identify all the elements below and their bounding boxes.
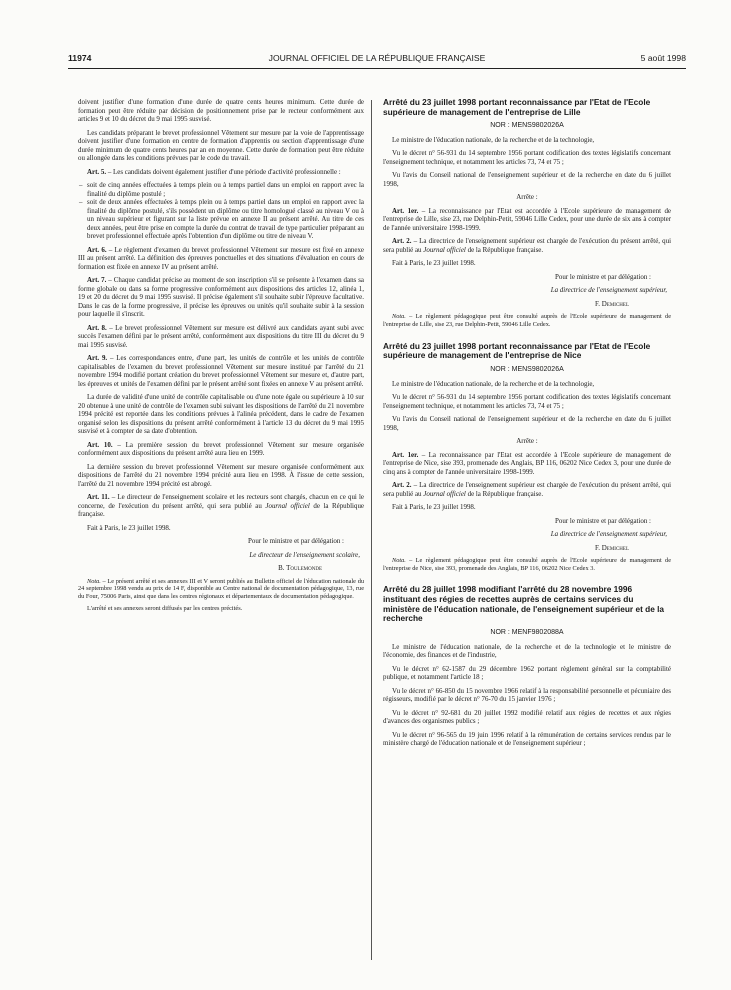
nor-reference: NOR : MENF9802088A <box>490 629 564 636</box>
signature-title: Le directeur de l'enseignement scolaire, <box>249 550 360 559</box>
left-column <box>78 98 364 968</box>
visa: Vu l'avis du Conseil national de l'enseignement supérieur et de la recherche en date du 6 juillet 1998, <box>383 415 671 432</box>
paragraph: La durée de validité d'une unité de contrôle capitalisable ou d'une note égale ou supérieure à 10 sur 20 obtenue à une unité de contrôle de l'examen subi suivant les dispositions de l'arrêté du 21 novembre 1994 précité est reportée dans les conditions prévues à l'alinéa précédent, dans le cadre de l'examen organisé selon les dispositions du présent arrêté conformément à l'article 13 du décret du 9 mai 1995 susvisé et à compter de sa date d'obtention. <box>78 393 364 435</box>
article-text: – Le directeur de l'enseignement scolaire et les recteurs sont chargés, chacun en ce qui le concerne, de l'exécution du présent arrêté, qui sera publié au <box>78 493 364 510</box>
visa: Le ministre de l'éducation nationale, de la recherche et de la technologie et le ministre de l'économie, des finances et de l'industrie, <box>383 642 671 659</box>
nota <box>383 557 671 572</box>
signature-delegation: Pour le ministre et par délégation : <box>248 537 344 545</box>
nota <box>78 578 364 601</box>
article-label: Art. 10. <box>87 440 113 449</box>
article-text: – La première session du brevet professionnel Vêtement sur mesure organisée conformément aux dispositions du présent arrêté aura lieu en 1999. <box>78 440 364 457</box>
visa: Vu l'avis du Conseil national de l'enseignement supérieur et de la recherche en date du 6 juillet 1998, <box>383 171 671 188</box>
article-label: Art. 2. <box>392 237 412 246</box>
article-text-end: de la République française. <box>78 501 364 518</box>
signatory-name: F. Demichel <box>595 299 629 308</box>
article-10 <box>78 441 364 458</box>
article-text: – La directrice de l'enseignement supérieur est chargée de l'exécution du présent arrêté, qui sera publié au <box>383 481 671 498</box>
signatory-name: F. Demichel <box>595 543 629 552</box>
article-label: Art. 1er. <box>392 206 419 215</box>
visa: Vu le décret n° 56-931 du 14 septembre 1956 portant codification des textes législatifs concernant l'enseignement technique, et notamment les articles 73, 74 et 75 ; <box>383 149 671 166</box>
page-header <box>68 53 686 69</box>
article-9 <box>78 354 364 388</box>
article-text: – Chaque candidat précise au moment de son inscription s'il se présente à l'examen dans sa forme globale ou dans sa forme progressive conformément aux dispositions des articles 12, alinéa 1, 19 et 20 du décret du 9 mai 1995 susvisé. Il précise également s'il souhaite subir l'épreuve facultative. Dans le cas de la forme progressive, il précise les épreuves ou unités qu'il souhaite subir à la session pour laquelle il s'inscrit. <box>78 276 364 318</box>
article-label: Art. 1er. <box>392 450 419 459</box>
journal-reference: Journal officiel <box>423 245 466 254</box>
signature-date: Fait à Paris, le 23 juillet 1998. <box>87 523 171 532</box>
nota-text: – Le présent arrêté et ses annexes III et V seront publiés au Bulletin officiel de l'éducation nationale du 24 septembre 1998 vendu au prix de 14 F, disponible au Centre national de documentation pédagogique, 13, rue du Four, 75006 Paris, ainsi que dans les centres régionaux et départementaux de documentation pédagogique. <box>78 577 364 600</box>
signature-delegation: Pour le ministre et par délégation : <box>555 516 651 525</box>
article-7 <box>78 276 364 319</box>
paragraph: doivent justifier d'une formation d'une durée de quatre cents heures minimum. Cette durée de formation peut être réduite par décision de positionnement prise par le recteur conformément aux articles 9 et 10 du décret du 9 mai 1995 susvisé. <box>78 98 364 123</box>
article-text: – La reconnaissance par l'Etat est accordée à l'Ecole supérieure de management de l'entreprise de Lille, sise 23, rue Delphin-Petit, 59046 Lille Cedex, pour une durée de six ans à compter de l'année universitaire 1998-1999. <box>383 206 671 232</box>
article-1 <box>383 207 671 233</box>
article-8 <box>78 324 364 350</box>
issue-date: 5 août 1998 <box>640 53 686 63</box>
list-item-text: soit de deux années effectuées à temps plein ou à temps partiel dans un emploi en rapport avec la finalité du diplôme postulé, s'ils possèdent un diplôme ou titre homologué classé au niveau V ou à un niveau supérieur et figurant sur la liste prévue en annexe II au présent arrêté. Au titre de ces deux années, peut être prise en compte la durée du contrat de travail de type particulier préparant au brevet professionnel effectuée après l'obtention d'un diplôme ou titre de niveau V. <box>87 198 364 240</box>
column-divider <box>371 100 372 960</box>
signatory-name: B. Toulemonde <box>278 564 322 572</box>
journal-reference: Journal officiel <box>423 489 466 498</box>
visa: Vu le décret n° 96-565 du 19 juin 1996 relatif à la rémunération de certains services rendus par le ministère chargé de l'éducation nationale et de l'enseignement supérieur ; <box>383 730 671 747</box>
signature-delegation: Pour le ministre et par délégation : <box>555 272 651 281</box>
nota-text: – Le règlement pédagogique peut être consulté auprès de l'Ecole supérieure de management de l'entreprise de Lille, sise 23, rue Delphin-Petit, 59046 Lille Cedex. <box>383 313 671 328</box>
article-text: – Le brevet professionnel Vêtement sur mesure est délivré aux candidats ayant subi avec succès l'examen défini par le présent arrêté, conformément aux dispositions du titre III du décret du 9 mai 1995 susvisé. <box>78 323 364 349</box>
nota <box>383 313 671 328</box>
visa: Le ministre de l'éducation nationale, de la recherche et de la technologie, <box>392 379 595 388</box>
article-5 <box>78 168 364 177</box>
visa: Vu le décret n° 56-931 du 14 septembre 1956 portant codification des textes législatifs concernant l'enseignement technique, et notamment les articles 73, 74 et 75 ; <box>383 393 671 410</box>
page-number: 11974 <box>68 53 92 63</box>
decree-title-regies: Arrêté du 28 juillet 1998 modifiant l'arrêté du 28 novembre 1996 instituant des régies de recettes auprès de certains services du ministère de l'éducation nationale, de l'enseignement supérieur et de la recherche <box>383 584 665 624</box>
nota-label: Nota. <box>392 557 406 564</box>
article-label: Art. 7. <box>87 276 107 284</box>
right-column <box>383 98 671 973</box>
nota-label: Nota. <box>392 313 406 321</box>
article-text: – Les correspondances entre, d'une part, les unités de contrôle et les unités de contrôle capitalisables de l'examen du brevet professionnel Vêtement sur mesure institué par l'arrêté du 21 novembre 1994 modifié portant création du brevet professionnel Vêtement sur mesure et, d'autre part, les épreuves et unités de l'examen défini par le présent arrêté sont fixées en annexe V au présent arrêté. <box>78 354 364 388</box>
article-6 <box>78 246 364 272</box>
article-2 <box>383 237 671 254</box>
signature-title: La directrice de l'enseignement supérieur, <box>550 530 667 538</box>
article-2 <box>383 481 671 498</box>
nota-label: Nota. <box>87 577 101 585</box>
paragraph: La dernière session du brevet professionnel Vêtement sur mesure organisée conformément aux dispositions de l'arrêté du 21 novembre 1994 précité aura lieu en 1998. À l'issue de cette session, l'arrêté du 21 novembre 1994 précité est abrogé. <box>78 462 364 488</box>
activity-list <box>78 181 364 241</box>
nota-text: – Le règlement pédagogique peut être consulté auprès de l'Ecole supérieure de management de l'entreprise de Nice, sise 393, promenade des Anglais, BP 116, 06202 Nice Cedex 3. <box>383 557 671 572</box>
article-text-end: de la République française. <box>465 489 544 498</box>
article-text: – Le règlement d'examen du brevet professionnel Vêtement sur mesure est fixé en annexe III au présent arrêté. La définition des épreuves ponctuelles et des situations d'évaluation en cours de formation est fixée en annexe IV au présent arrêté. <box>78 245 364 271</box>
article-label: Art. 8. <box>87 323 107 332</box>
article-label: Art. 9. <box>87 354 108 362</box>
journal-reference: Journal officiel <box>265 501 310 510</box>
article-text: – La directrice de l'enseignement supérieur est chargée de l'exécution du présent arrêté, qui sera publié au <box>383 237 671 254</box>
arrete-label: Arrête : <box>516 437 538 445</box>
signature-date: Fait à Paris, le 23 juillet 1998. <box>392 259 476 268</box>
article-label: Art. 11. <box>87 493 110 501</box>
article-text: – La reconnaissance par l'Etat est accordée à l'Ecole supérieure de management de l'entreprise de Nice, sise 393, promenade des Anglais, BP 116, 06202 Nice Cedex 3, pour une durée de cinq ans à compter de l'année universitaire 1998-1999. <box>383 450 671 476</box>
visa: Vu le décret n° 92-681 du 20 juillet 1992 modifié relatif aux régies de recettes et aux régies d'avances des organismes publics ; <box>383 708 671 725</box>
article-11 <box>78 493 364 519</box>
list-item: – soit de cinq années effectuées à temps plein ou à temps partiel dans un emploi en rapport avec la finalité du diplôme postulé ; <box>79 181 364 198</box>
article-text-end: de la République française. <box>465 245 544 254</box>
visa: Vu le décret n° 66-850 du 15 novembre 1966 relatif à la responsabilité personnelle et pécuniaire des régisseurs, modifié par le décret n° 76-70 du 15 janvier 1976 ; <box>383 686 671 703</box>
nota-2: L'arrêté et ses annexes seront diffusés par les centres précités. <box>87 605 243 613</box>
decree-title-lille: Arrêté du 23 juillet 1998 portant reconnaissance par l'Etat de l'Ecole supérieure de management de l'entreprise de Lille <box>383 98 651 117</box>
visa: Vu le décret n° 62-1587 du 29 décembre 1962 portant règlement général sur la comptabilité publique, et notamment l'article 18 ; <box>383 664 671 681</box>
journal-title: JOURNAL OFFICIEL DE LA RÉPUBLIQUE FRANÇAISE <box>268 53 486 63</box>
article-label: Art. 6. <box>87 245 107 254</box>
decree-title-nice: Arrêté du 23 juillet 1998 portant reconnaissance par l'Etat de l'Ecole supérieure de management de l'entreprise de Nice <box>383 340 651 361</box>
signature-date: Fait à Paris, le 23 juillet 1998. <box>392 503 476 511</box>
arrete-label: Arrête : <box>516 193 538 202</box>
article-1 <box>383 451 671 477</box>
nor-reference: NOR : MENS9802026A <box>490 122 564 130</box>
article-label: Art. 5. <box>87 167 107 176</box>
list-item: – soit de deux années effectuées à temps plein ou à temps partiel dans un emploi en rapport avec la finalité du diplôme postulé, s'ils possèdent un diplôme ou titre homologué classé au niveau V ou à un niveau supérieur et figurant sur la liste prévue en annexe II au présent arrêté. Au titre de ces deux années, peut être prise en compte la durée du contrat de travail de type particulier préparant au brevet professionnel effectuée après l'obtention d'un diplôme ou titre de niveau V. <box>79 198 364 240</box>
list-item-text: soit de cinq années effectuées à temps plein ou à temps partiel dans un emploi en rapport avec la finalité du diplôme postulé ; <box>87 181 364 198</box>
visa: Le ministre de l'éducation nationale, de la recherche et de la technologie, <box>392 135 595 144</box>
paragraph: Les candidats préparant le brevet professionnel Vêtement sur mesure par la voie de l'apprentissage doivent justifier d'une formation en centre de formation d'apprentis ou section d'apprentissage d'une durée minimum de quatre cents heures par an en moyenne. Cette durée de formation peut être réduite ou allongée dans les conditions prévues par le code du travail. <box>78 128 364 162</box>
signature-title: La directrice de l'enseignement supérieur, <box>550 286 667 295</box>
header-rule <box>68 68 686 69</box>
article-text: – Les candidats doivent également justifier d'une période d'activité professionnelle : <box>106 167 341 176</box>
nor-reference: NOR : MENS9802026A <box>490 366 564 373</box>
article-label: Art. 2. <box>392 481 412 489</box>
